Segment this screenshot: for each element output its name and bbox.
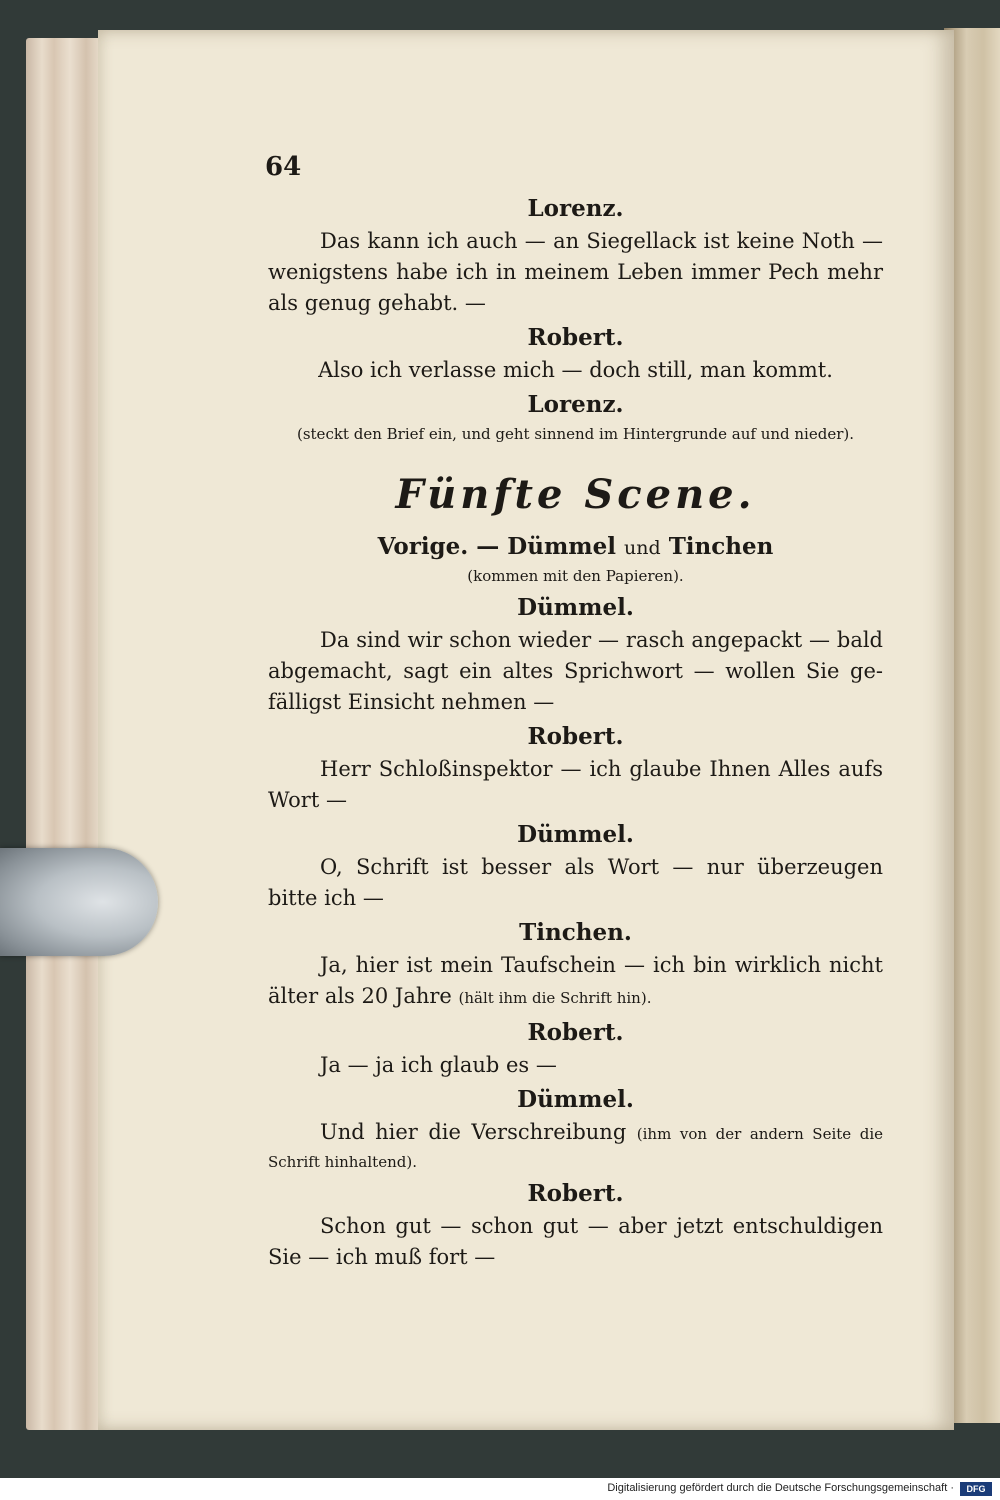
stage-direction: (steckt den Brief ein, und geht sinnend im Hintergrunde auf und nieder). (296, 425, 855, 443)
text-line: O, Schrift ist besser als Wort — nur überzeugen (320, 855, 883, 879)
page-stack-edge (26, 38, 106, 1430)
text-line: fälligst Einsicht nehmen — (268, 690, 555, 714)
dfg-logo: DFG (960, 1482, 992, 1496)
speaker-name: Tinchen. (519, 919, 632, 946)
speaker-name: Robert. (527, 1019, 624, 1046)
persons-conjunction: und (624, 537, 661, 559)
stage-direction: (hält ihm die Schrift hin). (458, 989, 652, 1007)
text-line: Also ich verlasse mich — doch still, man kommt. (318, 358, 833, 382)
stage-direction: Schrift hinhaltend). (268, 1153, 417, 1171)
text-line: bitte ich — (268, 886, 384, 910)
text-line: Da sind wir schon wieder — rasch angepackt — bald (320, 628, 883, 652)
text-line: Das kann ich auch — an Siegellack ist keine Noth — (320, 229, 883, 253)
speaker-name: Robert. (527, 723, 624, 750)
speaker-name: Dümmel. (517, 594, 634, 621)
footer-credit: Digitalisierung gefördert durch die Deutsche Forschungsgemeinschaft · (607, 1482, 954, 1494)
speaker-name: Dümmel. (517, 1086, 634, 1113)
text-line (268, 1117, 883, 1150)
speaker-name: Robert. (527, 324, 624, 351)
speaker-name: Lorenz. (527, 391, 624, 418)
page-content (268, 190, 883, 1273)
speaker-name: Dümmel. (517, 821, 634, 848)
footer-bar (0, 1478, 1000, 1500)
text-line: als genug gehabt. — (268, 291, 486, 315)
text-line: Wort — (268, 788, 347, 812)
stage-direction: (kommen mit den Papieren). (467, 567, 684, 585)
page-number: 64 (265, 152, 302, 182)
text-line: Ja — ja ich glaub es — (320, 1053, 557, 1077)
text-line: Herr Schloßinspektor — ich glaube Ihnen Alles aufs (320, 757, 883, 781)
text-segment: älter als 20 Jahre (268, 984, 452, 1008)
text-line: wenigstens habe ich in meinem Leben immer Pech mehr (268, 260, 883, 284)
speaker-name: Robert. (527, 1180, 624, 1207)
speaker-name: Lorenz. (527, 195, 624, 222)
persons-b: Tinchen (668, 533, 774, 560)
scene-title: Fünfte Scene. (395, 471, 756, 518)
text-line: Ja, hier ist mein Taufschein — ich bin wirklich nicht (320, 953, 883, 977)
text-line (268, 981, 883, 1014)
scanner-thumb-holder (0, 848, 158, 956)
stage-direction: (ihm von der andern Seite die (636, 1125, 884, 1143)
text-line: Sie — ich muß fort — (268, 1245, 496, 1269)
persons-a: Vorige. — Dümmel (377, 533, 617, 560)
text-line: Schon gut — schon gut — aber jetzt entschuldigen (320, 1214, 883, 1238)
text-segment: Und hier die Verschreibung (320, 1120, 627, 1144)
scene-persons (268, 531, 883, 564)
text-line: abgemacht, sagt ein altes Sprichwort — wollen Sie ge- (268, 659, 883, 683)
